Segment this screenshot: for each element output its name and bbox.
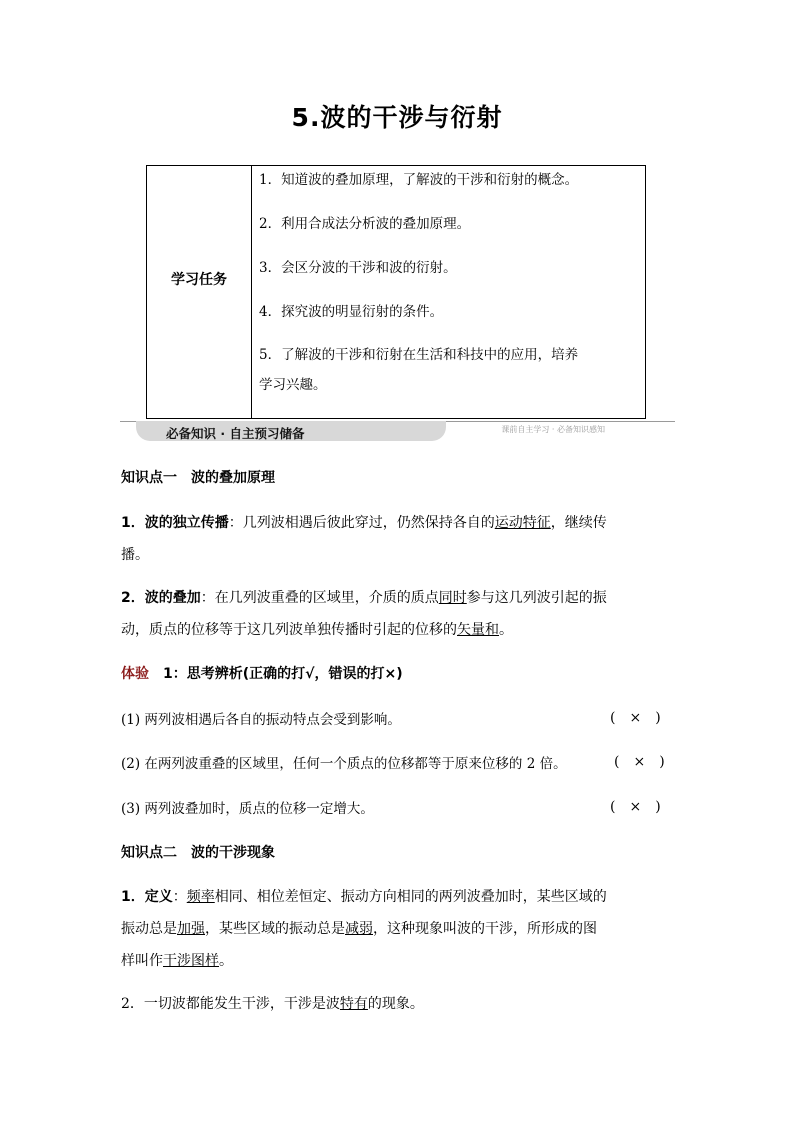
task-item-1: 1．知道波的叠加原理，了解波的干涉和衍射的概念。 — [259, 172, 579, 188]
kp2-p1-underline-4: 干涉图样 — [163, 953, 219, 969]
banner-tab — [136, 421, 446, 441]
kp2-paragraph-2 — [121, 988, 676, 1020]
kp1-p2-underline: 同时 — [438, 590, 467, 606]
experience-text: 1：思考辨析(正确的打√，错误的打×) — [149, 666, 403, 682]
task-item-4: 4．探究波的明显衍射的条件。 — [259, 304, 444, 320]
task-item-3: 3．会区分波的干涉和波的衍射。 — [259, 260, 457, 276]
kp2-p1-underline-3: 减弱 — [345, 921, 373, 937]
question-1: (1) 两列波相遇后各自的振动特点会受到影响。 — [121, 712, 401, 728]
kp1-p2-lead: 2．波的叠加 — [121, 590, 201, 606]
kp1-paragraph-2 — [121, 582, 676, 646]
kp2-p1-line2a: 振动总是 — [121, 921, 177, 937]
learning-task-table — [146, 165, 646, 419]
kp1-p1-text-2: ，继续传 — [550, 515, 607, 531]
task-item-5: 5．了解波的干涉和衍射在生活和科技中的应用，培养 — [259, 347, 579, 363]
kp2-p1-line2c: ，这种现象叫波的干涉，所形成的图 — [373, 921, 597, 937]
experience-heading — [121, 663, 403, 683]
kp1-p1-lead: 1．波的独立传播 — [121, 515, 229, 531]
kp1-heading: 知识点一 波的叠加原理 — [121, 470, 275, 486]
kp1-p2-underline-2: 矢量和 — [457, 622, 499, 638]
kp2-p1-underline-1: 频率 — [186, 889, 215, 905]
task-item-2: 2．利用合成法分析波的叠加原理。 — [259, 216, 471, 232]
answer-1: ( × ) — [610, 710, 661, 726]
answer-3: ( × ) — [610, 799, 661, 815]
kp2-p1-line3a: 样叫作 — [121, 953, 163, 969]
kp2-p1-text: 相同、相位差恒定、振动方向相同的两列波叠加时，某些区域的 — [214, 889, 607, 905]
kp2-p1-line2b: ，某些区域的振动总是 — [205, 921, 345, 937]
experience-tag: 体验 — [121, 666, 149, 682]
question-2: (2) 在两列波重叠的区域里，任何一个质点的位移都等于原来位移的 2 倍。 — [121, 756, 567, 772]
kp1-p1-underline: 运动特征 — [494, 515, 551, 531]
kp2-p1-colon: ： — [172, 889, 187, 905]
answer-2: ( × ) — [614, 754, 665, 770]
banner-subtitle: 课前自主学习 · 必备知识感知 — [501, 425, 605, 434]
kp2-p1-lead: 1．定义 — [121, 889, 173, 905]
kp1-p2-text-2: 参与这几列波引起的振 — [466, 590, 607, 606]
kp2-p1-line3b: 。 — [219, 953, 233, 969]
kp1-p2-line2b: 。 — [499, 622, 513, 638]
page-title: 5.波的干涉与衍射 — [291, 103, 503, 132]
kp1-p2-text: ：在几列波重叠的区域里，介质的质点 — [200, 590, 439, 606]
kp2-paragraph-1 — [121, 881, 676, 977]
section-banner — [120, 419, 675, 441]
kp2-p2-text-2: 的现象。 — [367, 996, 424, 1012]
kp1-p1-text: ：几列波相遇后彼此穿过，仍然保持各自的 — [228, 515, 495, 531]
kp2-p1-underline-2: 加强 — [177, 921, 205, 937]
kp1-p1-line2: 播。 — [121, 547, 149, 563]
task-table-label: 学习任务 — [171, 272, 227, 288]
banner-title: 必备知识 · 自主预习储备 — [166, 426, 305, 441]
table-divider — [251, 166, 252, 418]
kp1-paragraph-1 — [121, 507, 676, 571]
kp1-p2-line2a: 动，质点的位移等于这几列波单独传播时引起的位移的 — [121, 622, 457, 638]
kp2-heading: 知识点二 波的干涉现象 — [121, 845, 275, 861]
kp2-p2-text: 2．一切波都能发生干涉，干涉是波 — [121, 996, 340, 1012]
kp2-p2-underline: 特有 — [339, 996, 368, 1012]
task-item-5-cont: 学习兴趣。 — [259, 377, 327, 393]
question-3: (3) 两列波叠加时，质点的位移一定增大。 — [121, 801, 374, 817]
